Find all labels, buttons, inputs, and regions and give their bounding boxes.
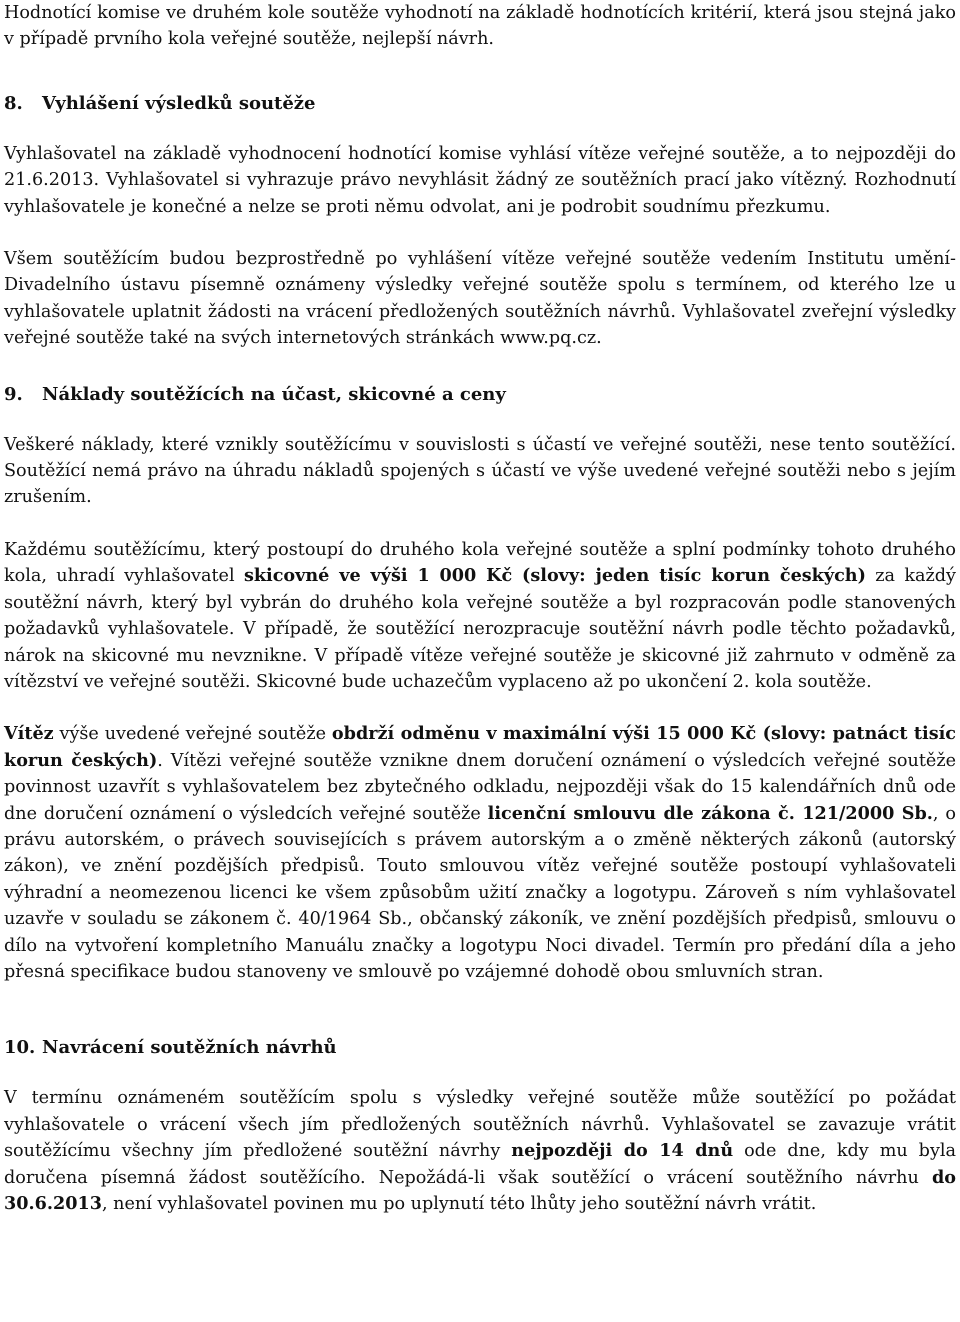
section-9-paragraph-3 [4, 721, 956, 985]
section-10-title: Navrácení soutěžních návrhů [42, 1037, 337, 1059]
intro-paragraph: Hodnotící komise ve druhém kole soutěže vyhodnotí na základě hodnotících kritérií, která jsou stejná jako v případě prvního kola veřejné soutěže, nejlepší návrh. [4, 3, 956, 50]
return-text-2: ode dne, kdy mu byla doručena písemná žádost soutěžícího. Nepožádá-li však soutěžící o vrácení soutěžního návrhu [4, 1141, 956, 1188]
section-9-paragraph-2 [4, 537, 956, 695]
vitez-text-3: , o právu autorském, o právech souvisejících s právem autorským a o změně některých zákonů (autorský zákon), ve znění pozdějších předpisů. Touto smlouvou vítěz veřejné soutěže postoupí vyhlašovateli výhradní a neomezenou licenci ke všem způsobům užití značky a logotypu. Zároveň s ním vyhlašovatel uzavře v souladu se zákonem č. 40/1964 Sb., občanský zákoník, ve znění pozdějších předpisů, smlouvu o dílo na vytvoření kompletního Manuálu značky a logotypu Noci divadel. Termín pro předání díla a jeho přesná specifikace budou stanoveny ve smlouvě po vzájemné dohodě obou smluvních stran. [4, 803, 956, 982]
skicovne-amount: skicovné ve výši 1 000 Kč (slovy: jeden tisíc korun českých) [243, 565, 866, 587]
reward-amount: obdrží odměnu v maximální výši 15 000 Kč (slovy: patnáct tisíc korun českých) [4, 723, 957, 771]
section-9-paragraph-1: Veškeré náklady, které vznikly soutěžícímu v souvislosti s účastí ve veřejné soutěži, nese tento soutěžící. Soutěžící nemá právo na úhradu nákladů spojených s účastí ve výše uvedené veřejné soutěži nebo s jejím zrušením. [4, 434, 956, 508]
return-text-1: V termínu oznámeném soutěžícím spolu s výsledky veřejné soutěže může soutěžící po požádat vyhlašovatele o vrácení všech jím předložených soutěžních návrhů. Vyhlašovatel se zavazuje vrátit soutěžícímu všechny jím předložené soutěžní návrhy [4, 1088, 956, 1162]
skicovne-rest-text: za každý soutěžní návrh, který byl vybrán do druhého kola veřejné soutěže a byl rozpracován podle stanovených požadavků vyhlašovatele. V případě, že soutěžící nerozpracuje soutěžní návrh podle těchto požadavků, nárok na skicovné mu nevznikne. V případě vítěze veřejné soutěže je skicovné již zahrnuto v odměně za vítězství ve veřejné soutěži. Skicovné bude uchazečům vyplaceno až po ukončení 2. kola soutěže. [4, 566, 956, 692]
section-8-paragraph-1: Vyhlašovatel na základě vyhodnocení hodnotící komise vyhlásí vítěze veřejné soutěže, a to nejpozději do 21.6.2013. Vyhlašovatel si vyhrazuje právo nevyhlásit žádný ze soutěžních prací jako vítězný. Rozhodnutí vyhlašovatele je konečné a nelze se proti němu odvolat, ani je podrobit soudnímu přezkumu. [4, 143, 956, 217]
section-10-number: 10. [4, 1037, 36, 1059]
section-8-heading [4, 91, 956, 117]
return-deadline-days: nejpozději do 14 dnů [511, 1140, 734, 1162]
section-8-number: 8. [4, 92, 23, 114]
return-deadline-date: do 30.6.2013 [4, 1166, 956, 1214]
section-10-heading [4, 1035, 956, 1061]
section-9-number: 9. [4, 383, 23, 405]
section-8-paragraph-2: Všem soutěžícím budou bezprostředně po vyhlášení vítěze veřejné soutěže vedením Institutu umění-Divadelního ústavu písemně oznámeny výsledky veřejné soutěže spolu s termínem, od kterého lze u vyhlašovatele uplatnit žádosti na vrácení předložených soutěžních návrhů. Vyhlašovatel zveřejní výsledky veřejné soutěže také na svých internetových stránkách www.pq.cz. [4, 249, 956, 349]
skicovne-intro-text: Každému soutěžícímu, který postoupí do druhého kola veřejné soutěže a splní podmínky tohoto druhého kola, uhradí vyhlašovatel [4, 539, 956, 587]
vitez-text-2: . Vítězi veřejné soutěže vznikne dnem doručení oznámení o výsledcích veřejné soutěže povinnost uzavřít s vyhlašovatelem bez zbytečného odkladu, nejpozději však do 15 kalendářních dnů ode dne doručení oznámení o výsledcích veřejné soutěže [4, 750, 956, 824]
license-contract: licenční smlouvu dle zákona č. 121/2000 Sb. [487, 802, 933, 824]
vitez-text-1: výše uvedené veřejné soutěže [53, 724, 332, 745]
section-9-heading [4, 382, 956, 408]
section-10-paragraph-1 [4, 1085, 956, 1217]
section-8-title: Vyhlášení výsledků soutěže [42, 92, 316, 114]
return-text-3: , není vyhlašovatel povinen mu po uplynutí této lhůty jeho soutěžní návrh vrátit. [101, 1194, 817, 1214]
section-9-title: Náklady soutěžících na účast, skicovné a ceny [42, 383, 506, 405]
vitez-word: Vítěz [4, 723, 54, 745]
